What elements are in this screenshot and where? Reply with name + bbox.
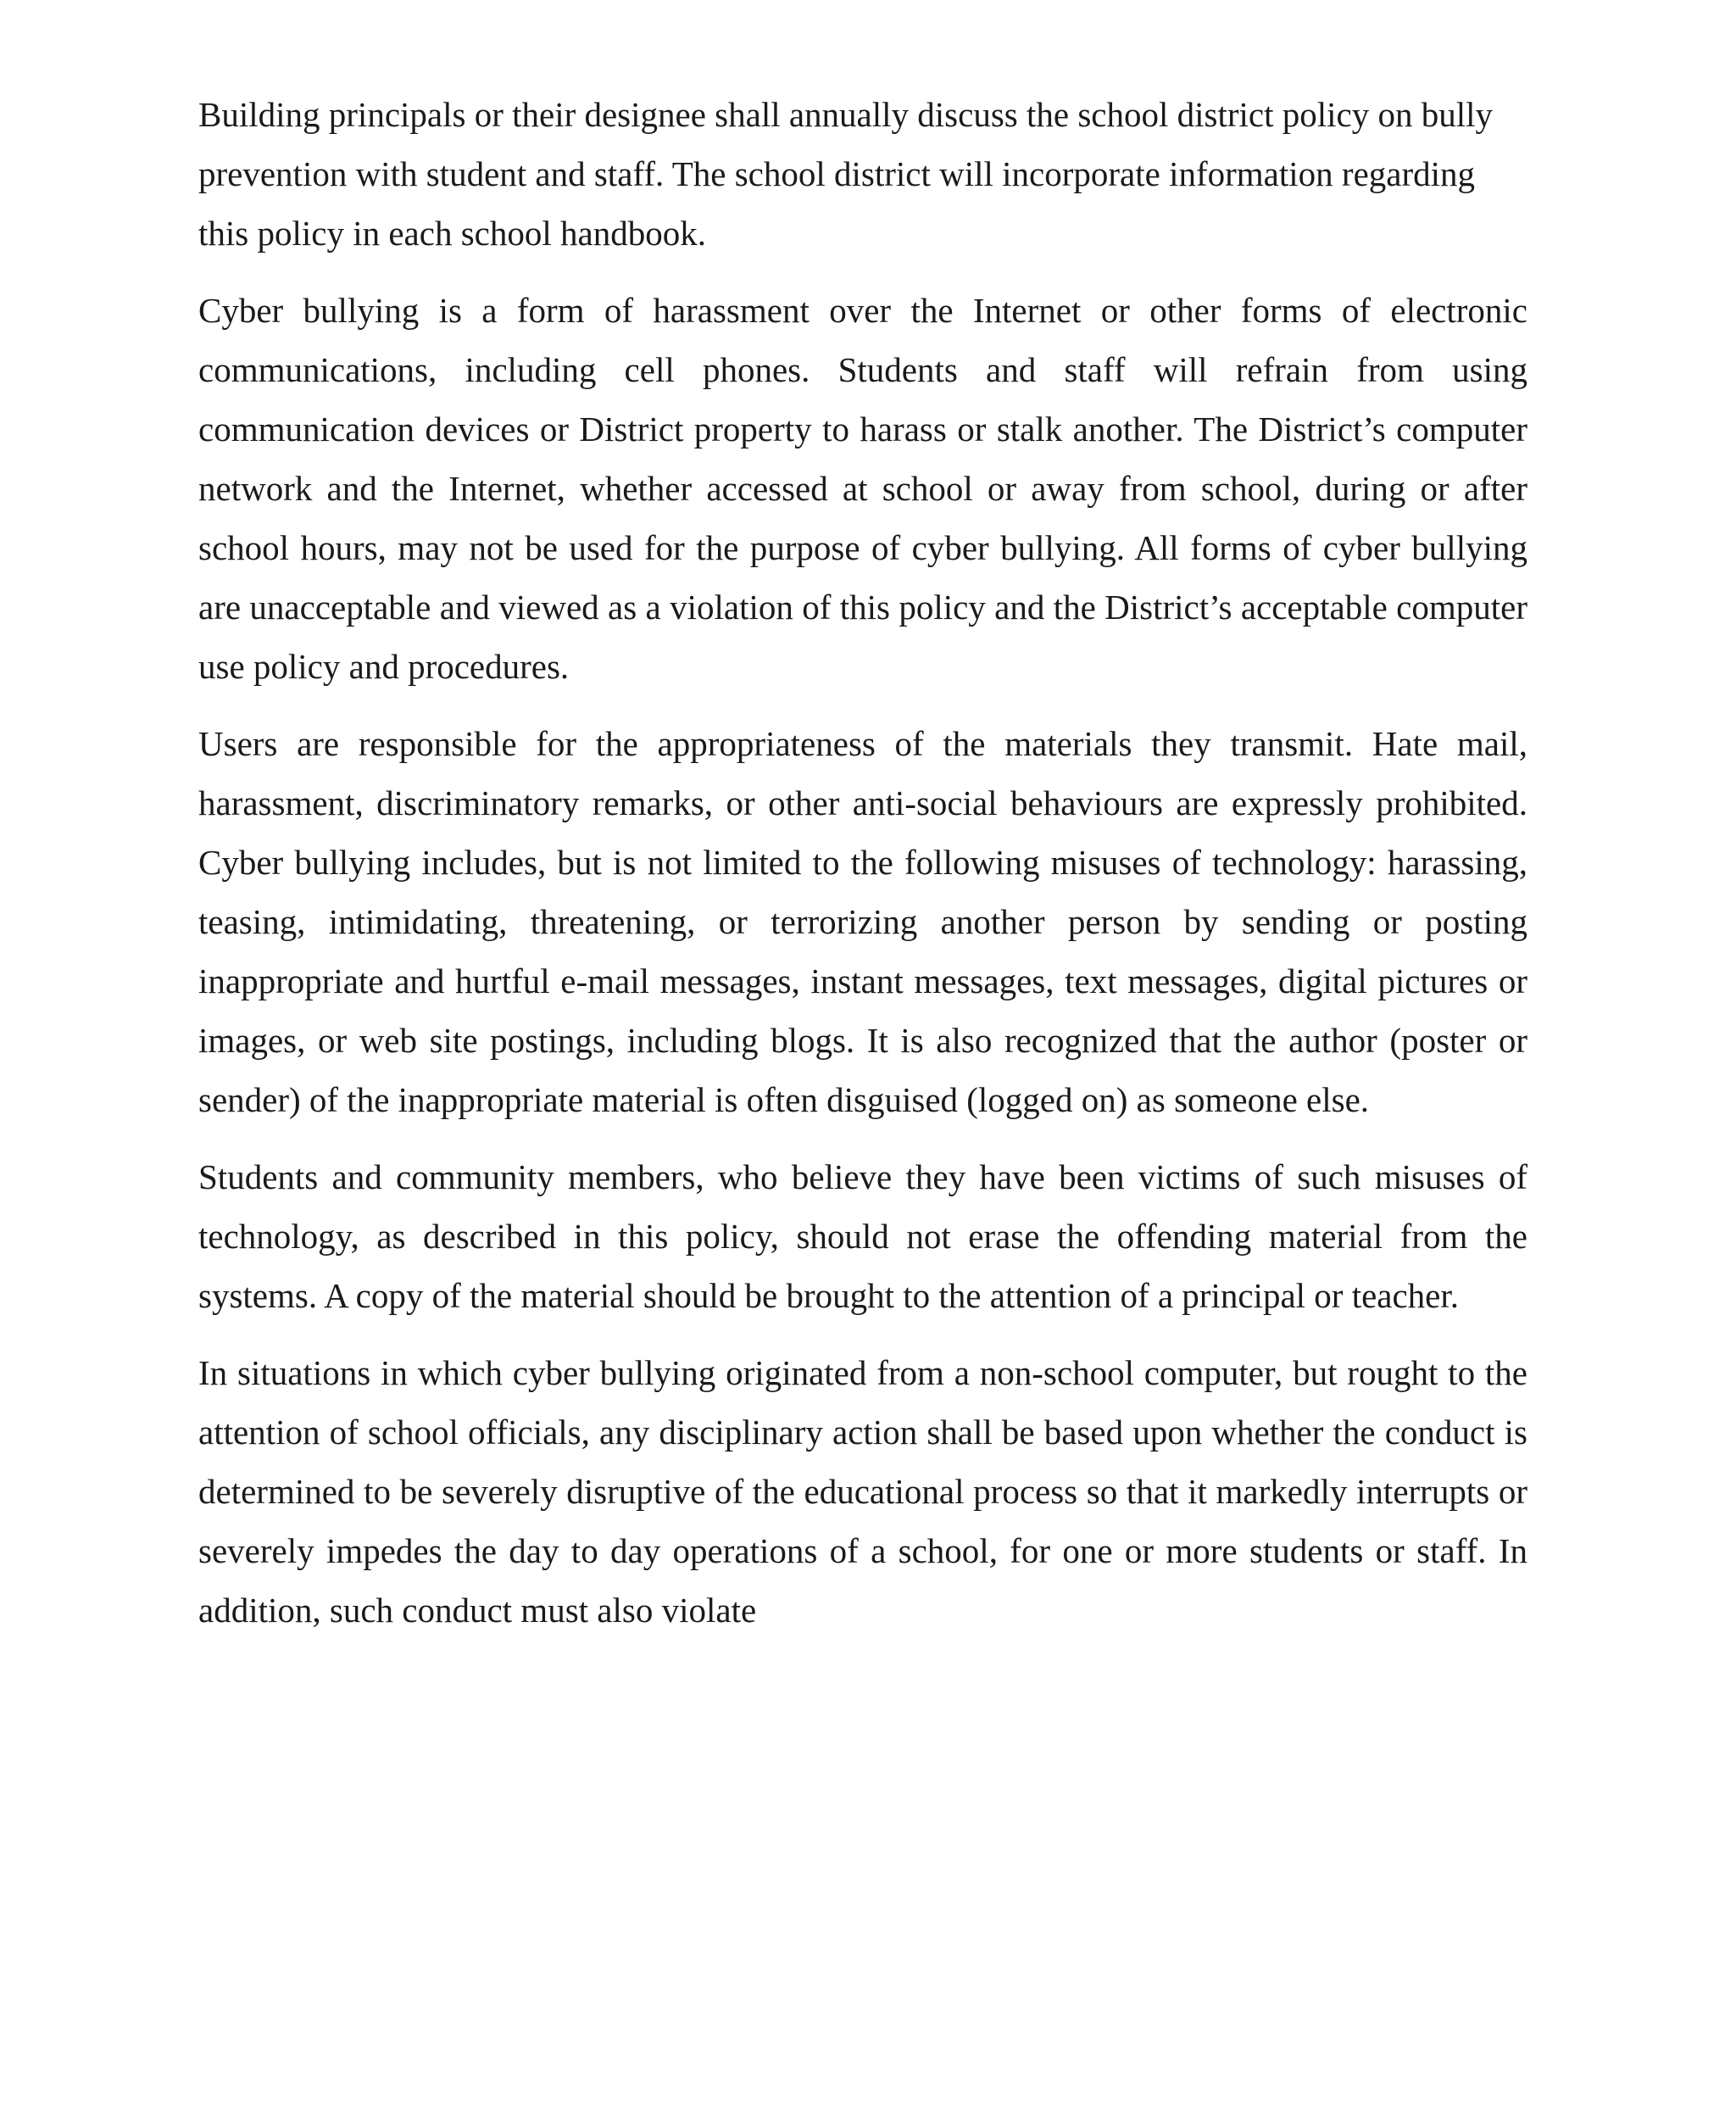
document-body <box>198 85 1527 1658</box>
paragraph-user-responsibility: Users are responsible for the appropriateness of the materials they transmit. Hate mail, harassment, discriminatory remarks, or other anti-social behaviours are expressly prohibited. Cyber bullying includes, but is not limited to the following misuses of technology: harassing, teasing, intimidating, threatening, or terrorizing another person by sending or posting inappropriate and hurtful e-mail messages, instant messages, text messages, digital pictures or images, or web site postings, including blogs. It is also recognized that the author (poster or sender) of the inappropriate material is often disguised (logged on) as someone else. <box>198 724 1527 1119</box>
paragraph-cyber-bullying-definition: Cyber bullying is a form of harassment over the Internet or other forms of electronic communications, including cell phones. Students and staff will refrain from using communication devices or District property to harass or stalk another. The District’s computer network and the Internet, whether accessed at school or away from school, during or after school hours, may not be used for the purpose of cyber bullying. All forms of cyber bullying are unacceptable and viewed as a violation of this policy and the District’s acceptable computer use policy and procedures. <box>198 291 1527 686</box>
paragraph-victim-guidance: Students and community members, who believe they have been victims of such misuses of technology, as described in this policy, should not erase the offending material from the systems. A copy of the material should be brought to the attention of a principal or teacher. <box>198 1157 1527 1315</box>
paragraph-bully-prevention-discussion: Building principals or their designee shall annually discuss the school district policy on bully prevention with student and staff. The school district will incorporate information regarding this policy in each school handbook. <box>198 95 1494 253</box>
paragraph-non-school-computer: In situations in which cyber bullying originated from a non-school computer, but rought to the attention of school officials, any disciplinary action shall be based upon whether the conduct is determined to be severely disruptive of the educational process so that it markedly interrupts or severely impedes the day to day operations of a school, for one or more students or staff. In addition, such conduct must also violate <box>198 1353 1527 1630</box>
